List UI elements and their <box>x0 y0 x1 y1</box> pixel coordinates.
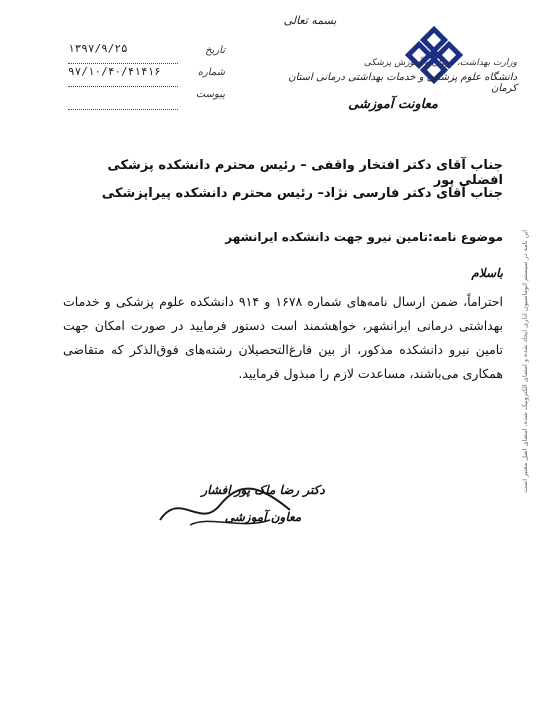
date-value: ۱۳۹۷/۹/۲۵ <box>68 41 178 64</box>
subject-line: موضوع نامه:تامین نیرو جهت دانشکده ایرانشهر <box>225 230 503 244</box>
letter-body: احتراماً، ضمن ارسال نامه‌های شماره ۱۶۷۸ و ۹۱۴ دانشکده علوم پزشکی و خدمات بهداشتی درمانی ایرانشهر، خواهشمند است دستور فرمایید در صورت امکان جهت تامین نیرو دانشکده مذکور، از بین فارغ‌التحصیلان رشته‌های فوق‌الذکر که متقاضی همکاری می‌باشند، مساعدت لازم را مبذول فرمایید. <box>63 294 503 381</box>
side-note-text: این نامه در سیستم اتوماسیون اداری ایجاد شده و امضای الکترونیک شده، امضای اصل معتبر است <box>521 230 529 493</box>
recipient-line-1: جناب آقای دکتر افتخار واقفی – رئیس محترم دانشکده پزشکی افضلی پور <box>107 158 503 188</box>
side-note <box>518 230 532 493</box>
signatory-name: دکتر رضا ملک پور افشار <box>201 483 325 497</box>
department-title: معاونت آموزشی <box>348 97 438 112</box>
attachment-value <box>68 87 178 110</box>
university-line: دانشگاه علوم پزشکی و خدمات بهداشتی درمانی استان کرمان <box>288 72 517 94</box>
recipient-line-2: جناب آقای دکتر فارسی نژاد– رئیس محترم دانشکده پیراپزشکی <box>101 186 503 201</box>
attachment-label: پیوست <box>195 89 225 100</box>
greeting: باسلام <box>471 266 503 280</box>
ministry-line: وزارت بهداشت، درمان و آموزش پزشکی <box>363 58 517 68</box>
bismillah: بسمه تعالی <box>283 14 337 27</box>
number-value: ۹۷/۱۰/۴۰/۴۱۴۱۶ <box>68 64 178 87</box>
number-label: شماره <box>197 67 225 78</box>
signatory-title: معاون آموزشی <box>224 510 302 524</box>
date-label: تاریخ <box>205 45 225 56</box>
meta-labels <box>185 45 225 111</box>
meta-values <box>68 41 178 110</box>
handwritten-signature <box>150 470 300 540</box>
